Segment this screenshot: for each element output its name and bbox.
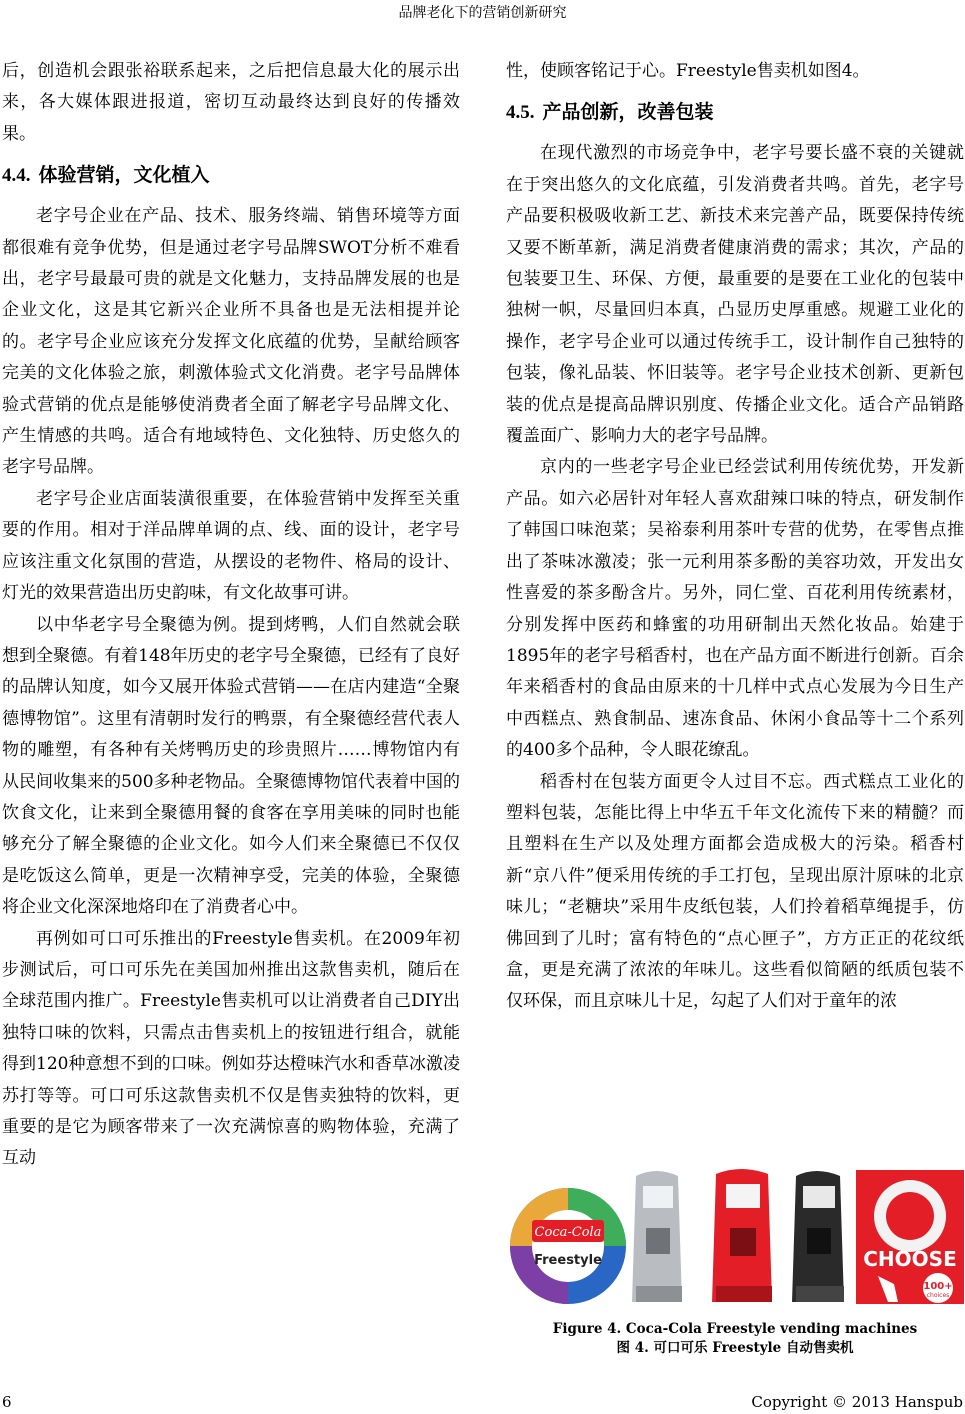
section-title: 体验营销，文化植入 bbox=[38, 164, 210, 187]
poster-badge-main: 100+ bbox=[923, 1281, 953, 1292]
black-vending-machine bbox=[792, 1171, 844, 1302]
section-number: 4.5. bbox=[506, 102, 535, 124]
section-heading-4-4 bbox=[2, 160, 460, 191]
section-number: 4.4. bbox=[2, 165, 31, 187]
choose-poster bbox=[856, 1170, 964, 1304]
figure-caption-zh: 图 4. 可口可乐 Freestyle 自动售卖机 bbox=[616, 1340, 854, 1356]
page-number: 6 bbox=[2, 1393, 12, 1411]
paragraph: 再例如可口可乐推出的Freestyle售卖机。在2009年初步测试后，可口可乐先在美国加州推出这款售卖机，随后在全球范围内推广。Freestyle售卖机可以让消费者自己DIY出独特口味的饮料，只需点击售卖机上的按钮进行组合，就能得到120种意想不到的口味。例如芬达橙味汽水和香草冰激凌苏打等等。可口可乐这款售卖机不仅是售卖独特的饮料，更重要的是它为顾客带来了一次充满惊喜的购物体验，充满了互动 bbox=[2, 928, 460, 1169]
paragraph: 京内的一些老字号企业已经尝试利用传统优势，开发新产品。如六必居针对年轻人喜欢甜辣口味的特点，研发制作了韩国口味泡菜；吴裕泰利用茶叶专营的优势，在零售点推出了茶味冰激凌；张一元利用茶多酚的美容功效，开发出女性喜爱的茶多酚含片。另外，同仁堂、百花利用传统素材，分别发挥中医药和蜂蜜的功用研制出天然化妆品。始建于1895年的老字号稻香村，也在产品方面不断进行创新。百余年来稻香村的食品由原来的十几样中式点心发展为今日生产中西糕点、熟食制品、速冻食品、休闲小食品等十二个系列的400多个品种，令人眼花缭乱。 bbox=[506, 457, 964, 761]
paragraph: 性，使顾客铭记于心。Freestyle售卖机如图4。 bbox=[506, 61, 870, 81]
paragraph: 后，创造机会跟张裕联系起来，之后把信息最大化的展示出来，各大媒体跟进报道，密切互动最终达到良好的传播效果。 bbox=[2, 61, 460, 144]
paragraph: 老字号企业在产品、技术、服务终端、销售环境等方面都很难有竞争优势，但是通过老字号品牌SWOT分析不难看出，老字号最最可贵的就是文化魅力，支持品牌发展的也是企业文化，这是其它新兴企业所不具备也是无法相提并论的。老字号企业应该充分发挥文化底蕴的优势，呈献给顾客完美的文化体验之旅，刺激体验式文化消费。老字号品牌体验式营销的优点是能够使消费者全面了解老字号品牌文化、产生情感的共鸣。适合有地域特色、文化独特、历史悠久的老字号品牌。 bbox=[2, 206, 460, 478]
right-column bbox=[506, 56, 964, 1018]
copyright-notice: Copyright © 2013 Hanspub bbox=[751, 1393, 963, 1411]
paragraph: 以中华老字号全聚德为例。提到烤鸭，人们自然就会联想到全聚德。有着148年历史的老字号全聚德，已经有了良好的品牌认知度，如今又展开体验式营销——在店内建造“全聚德博物馆”。这里有清朝时发行的鸭票，有全聚德经营代表人物的雕塑，有各种有关烤鸭历史的珍贵照片……博物馆内有从民间收集来的500多种老物品。全聚德博物馆代表着中国的饮食文化，让来到全聚德用餐的食客在享用美味的同时也能够充分了解全聚德的企业文化。如今人们来全聚德已不仅仅是吃饭这么简单，更是一次精神享受，完美的体验，全聚德将企业文化深深地烙印在了消费者心中。 bbox=[2, 614, 460, 918]
poster-word: CHOOSE bbox=[863, 1247, 957, 1271]
paragraph: 在现代激烈的市场竞争中，老字号要长盛不衰的关键就在于突出悠久的文化底蕴，引发消费者共鸣。首先，老字号产品要积极吸收新工艺、新技术来完善产品，既要保持传统又要不断革新，满足消费者健康消费的需求；其次，产品的包装要卫生、环保、方便，最重要的是要在工业化的包装中独树一帜，尽量回归本真，凸显历史厚重感。规避工业化的操作，老字号企业可以通过传统手工，设计制作自己独特的包装，像礼品装、怀旧装等。老字号企业技术创新、更新包装的优点是提高品牌识别度、传播企业文化。适合产品销路覆盖面广、影响力大的老字号品牌。 bbox=[506, 143, 964, 447]
logo-product-text: Freestyle bbox=[534, 1253, 602, 1268]
silver-vending-machine bbox=[632, 1171, 682, 1302]
paragraph: 老字号企业店面装潢很重要，在体验营销中发挥至关重要的作用。相对于洋品牌单调的点、线、面的设计，老字号应该注重文化氛围的营造，从摆设的老物件、格局的设计、灯光的效果营造出历史韵味，有文化故事可讲。 bbox=[2, 488, 460, 604]
red-vending-machine bbox=[712, 1169, 772, 1302]
section-heading-4-5 bbox=[506, 97, 964, 128]
poster-badge-sub: choices bbox=[926, 1292, 950, 1299]
figure-caption-en: Figure 4. Coca-Cola Freestyle vending machines bbox=[552, 1321, 918, 1337]
running-title: 品牌老化下的营销创新研究 bbox=[398, 5, 567, 21]
freestyle-machines-image bbox=[506, 1166, 964, 1306]
paragraph: 稻香村在包装方面更令人过目不忘。西式糕点工业化的塑料包装，怎能比得上中华五千年文化流传下来的精髓？而且塑料在生产以及处理方面都会造成极大的污染。稻香村新“京八件”便采用传统的手工打包，呈现出原汁原味的北京味儿；“老糖块”采用牛皮纸包装，人们拎着稻草绳提手，仿佛回到了儿时；富有特色的“点心匣子”，方方正正的花纹纸盒，更是充满了浓浓的年味儿。这些看似简陋的纸质包装不仅环保，而且京味儿十足，勾起了人们对于童年的浓 bbox=[506, 771, 964, 1012]
figure-4 bbox=[506, 1166, 964, 1358]
logo-brand-text: Coca-Cola bbox=[534, 1225, 602, 1240]
section-title: 产品创新，改善包装 bbox=[542, 101, 714, 124]
left-column bbox=[2, 56, 460, 1175]
coca-cola-freestyle-logo bbox=[510, 1188, 626, 1304]
